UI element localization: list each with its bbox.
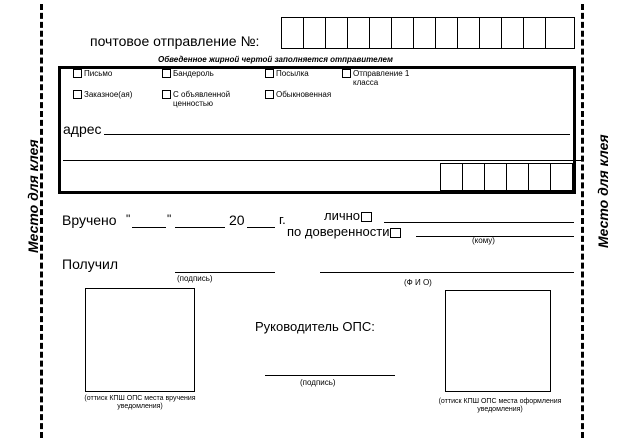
delivered-month-line[interactable] (175, 227, 225, 228)
checkbox-parcel-post[interactable] (162, 69, 171, 78)
delivered-label: Вручено (62, 212, 117, 228)
number-cell[interactable] (347, 17, 370, 49)
proxy-text: по доверенности (287, 224, 390, 239)
option-first-class-label: Отправление 1 класса (353, 69, 410, 87)
proxy-label (287, 224, 403, 239)
right-glue-label: Место для клея (595, 134, 611, 248)
personally-line[interactable] (384, 222, 574, 223)
stamp-box-right (445, 290, 551, 392)
index-cell[interactable] (484, 163, 507, 191)
received-fio-caption: (Ф И О) (404, 278, 432, 287)
number-cell[interactable] (413, 17, 436, 49)
postal-number-cells (281, 17, 575, 49)
sender-fill-note: Обведенное жирной чертой заполняется отправителем (158, 55, 393, 64)
postal-index-cells (440, 163, 573, 191)
option-ordinary-label: Обыкновенная (276, 90, 332, 99)
address-label: адрес (63, 121, 102, 137)
head-label: Руководитель ОПС: (255, 319, 375, 334)
number-cell[interactable] (281, 17, 304, 49)
number-cell[interactable] (369, 17, 392, 49)
stamp-box-left (85, 288, 195, 392)
head-signature-caption: (подпись) (300, 378, 336, 387)
delivered-quote-close: " (167, 212, 172, 226)
address-line-1[interactable] (104, 134, 570, 135)
postal-item-label: почтовое отправление №: (90, 33, 260, 49)
option-first-class[interactable] (342, 69, 432, 87)
number-cell[interactable] (303, 17, 326, 49)
index-cell[interactable] (462, 163, 485, 191)
option-registered[interactable] (73, 90, 132, 99)
left-glue-label: Место для клея (25, 139, 41, 253)
checkbox-ordinary[interactable] (265, 90, 274, 99)
index-cell[interactable] (528, 163, 551, 191)
delivered-year-suffix: г. (279, 212, 286, 227)
received-signature-caption: (подпись) (177, 274, 213, 283)
personally-text: лично (324, 208, 361, 223)
checkbox-first-class[interactable] (342, 69, 351, 78)
number-cell[interactable] (523, 17, 546, 49)
number-cell[interactable] (391, 17, 414, 49)
personally-label (324, 208, 374, 223)
index-cell[interactable] (506, 163, 529, 191)
address-line-2[interactable] (63, 160, 583, 161)
checkbox-declared-value[interactable] (162, 90, 171, 99)
number-cell[interactable] (501, 17, 524, 49)
checkbox-registered[interactable] (73, 90, 82, 99)
checkbox-proxy[interactable] (390, 228, 401, 238)
checkbox-letter[interactable] (73, 69, 82, 78)
received-signature-line[interactable] (175, 272, 275, 273)
option-letter-label: Письмо (84, 69, 113, 78)
option-declared-value[interactable] (162, 90, 252, 108)
proxy-line[interactable] (416, 236, 574, 237)
received-fio-line[interactable] (320, 272, 574, 273)
number-cell[interactable] (435, 17, 458, 49)
option-package[interactable] (265, 69, 309, 78)
option-registered-label: Заказное(ая) (84, 90, 133, 99)
number-cell[interactable] (545, 17, 575, 49)
head-signature-line[interactable] (265, 375, 395, 376)
number-cell[interactable] (479, 17, 502, 49)
option-package-label: Посылка (276, 69, 309, 78)
option-parcel-post-label: Бандероль (173, 69, 214, 78)
checkbox-personally[interactable] (361, 212, 372, 222)
option-declared-value-label: С объявленной ценностью (173, 90, 231, 108)
delivered-year-prefix: 20 (229, 212, 245, 228)
number-cell[interactable] (325, 17, 348, 49)
index-cell[interactable] (550, 163, 573, 191)
received-label: Получил (62, 256, 118, 272)
checkbox-package[interactable] (265, 69, 274, 78)
delivered-quote-open: " (126, 212, 131, 226)
stamp-left-caption: (оттиск КПШ ОПС места вручения уведомления) (84, 395, 196, 410)
option-parcel-post[interactable] (162, 69, 214, 78)
option-letter[interactable] (73, 69, 112, 78)
option-ordinary[interactable] (265, 90, 331, 99)
stamp-right-caption: (оттиск КПШ ОПС места оформления уведомления) (438, 398, 562, 413)
whom-caption: (кому) (472, 236, 495, 245)
index-cell[interactable] (440, 163, 463, 191)
delivered-day-line[interactable] (132, 227, 166, 228)
number-cell[interactable] (457, 17, 480, 49)
delivered-year-line[interactable] (247, 227, 275, 228)
right-cut-line (581, 4, 584, 438)
